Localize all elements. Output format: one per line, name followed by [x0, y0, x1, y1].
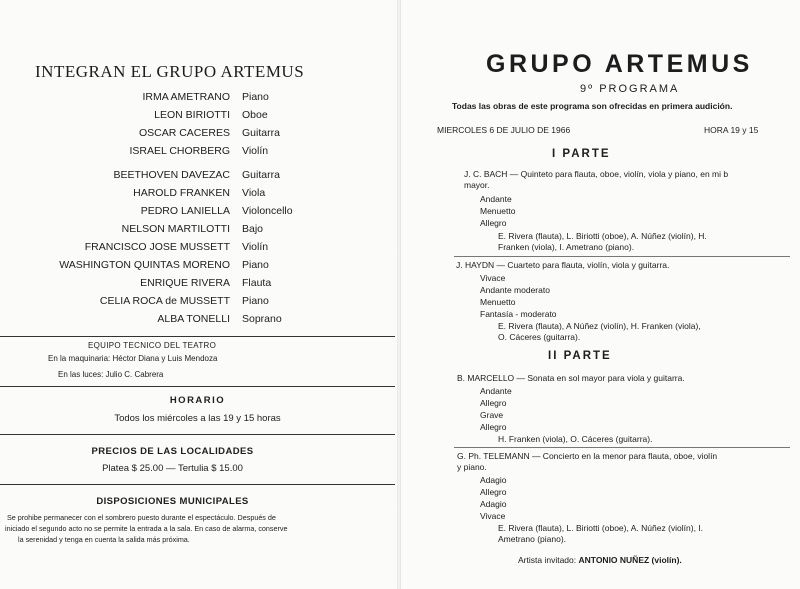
member-instrument: Bajo	[242, 223, 264, 235]
movement: Fantasía - moderato	[480, 309, 557, 319]
member-name: OSCAR CACERES	[138, 127, 230, 139]
concert-time: HORA 19 y 15	[704, 125, 759, 135]
member-name: CELIA ROCA de MUSSETT	[99, 295, 230, 307]
member-instrument: Oboe	[242, 109, 268, 121]
divider	[454, 447, 790, 448]
equipo-line: En la maquinaria: Héctor Diana y Luis Mendoza	[48, 354, 218, 363]
part-one-heading: I PARTE	[552, 148, 611, 160]
member-instrument: Piano	[242, 295, 269, 307]
work-title: J. C. BACH — Quinteto para flauta, oboe, violín, viola y piano, en mi b	[464, 169, 729, 179]
guest-artist-label: Artista invitado:	[518, 555, 577, 565]
premiere-note: Todas las obras de este programa son ofrecidas en primera audición.	[452, 101, 733, 111]
precios-text: Platea $ 25.00 — Tertulia $ 15.00	[102, 463, 243, 474]
performers: E. Rivera (flauta), A Núñez (violín), H. Franken (viola),	[498, 321, 701, 331]
performers: E. Rivera (flauta), L. Biriotti (oboe), A. Núñez (violín), I.	[498, 523, 704, 533]
divider	[0, 434, 395, 435]
member-instrument: Piano	[242, 259, 269, 271]
movement: Andante moderato	[480, 285, 550, 295]
precios-title: PRECIOS DE LAS LOCALIDADES	[91, 446, 254, 457]
guest-artist-name: ANTONIO NUÑEZ (violín).	[578, 555, 682, 565]
member-name: ENRIQUE RIVERA	[140, 277, 230, 289]
movement: Grave	[480, 410, 504, 420]
member-instrument: Soprano	[242, 313, 282, 325]
concert-date: MIERCOLES 6 DE JULIO DE 1966	[437, 125, 571, 135]
member-name: IRMA AMETRANO	[142, 91, 230, 103]
member-instrument: Violín	[242, 145, 269, 157]
movement: Adagio	[480, 475, 507, 485]
right-page	[402, 0, 800, 589]
performers: O. Cáceres (guitarra).	[498, 332, 581, 342]
disposiciones-line: la serenidad y tenga en cuenta la salida más próxima.	[18, 535, 190, 544]
member-name: FRANCISCO JOSE MUSSETT	[84, 241, 230, 253]
member-name: ALBA TONELLI	[157, 313, 230, 325]
work-title: y piano.	[457, 462, 487, 472]
divider	[0, 336, 395, 337]
program-title: GRUPO ARTEMUS	[486, 50, 753, 78]
member-name: ISRAEL CHORBERG	[129, 145, 230, 157]
guest-artist	[518, 555, 682, 565]
equipo-line: En las luces: Julio C. Cabrera	[58, 370, 164, 379]
performers: E. Rivera (flauta), L. Biriotti (oboe), A. Núñez (violín), H.	[498, 231, 707, 241]
movement: Andante	[480, 194, 512, 204]
member-instrument: Violoncello	[242, 205, 293, 217]
movement: Andante	[480, 386, 512, 396]
horario-text: Todos los miércoles a las 19 y 15 horas	[114, 413, 281, 424]
movement: Menuetto	[480, 297, 516, 307]
member-instrument: Guitarra	[242, 169, 280, 181]
movement: Allegro	[480, 487, 507, 497]
movement: Vivace	[480, 273, 506, 283]
member-name: NELSON MARTILOTTI	[121, 223, 230, 235]
program-number: 9º PROGRAMA	[580, 83, 680, 95]
movement: Allegro	[480, 422, 507, 432]
divider	[454, 256, 790, 257]
divider	[0, 484, 395, 485]
member-name: BEETHOVEN DAVEZAC	[113, 169, 230, 181]
member-name: PEDRO LANIELLA	[140, 205, 230, 217]
member-name: LEON BIRIOTTI	[154, 109, 230, 121]
movement: Adagio	[480, 499, 507, 509]
movement: Allegro	[480, 398, 507, 408]
left-page	[0, 0, 395, 589]
performers: Ametrano (piano).	[498, 534, 567, 544]
movement: Allegro	[480, 218, 507, 228]
member-instrument: Guitarra	[242, 127, 280, 139]
horario-title: HORARIO	[169, 395, 226, 406]
member-name: HAROLD FRANKEN	[133, 187, 230, 199]
performers: H. Franken (viola), O. Cáceres (guitarra).	[498, 434, 653, 444]
member-instrument: Violín	[242, 241, 269, 253]
disposiciones-line: Se prohibe permanecer con el sombrero puesto durante el espectáculo. Después de	[7, 513, 276, 522]
member-instrument: Piano	[242, 91, 269, 103]
members-heading: INTEGRAN EL GRUPO ARTEMUS	[35, 62, 305, 81]
performers: Franken (viola), I. Ametrano (piano).	[498, 242, 635, 252]
work-title: G. Ph. TELEMANN — Concierto en la menor para flauta, oboe, violín	[457, 451, 718, 461]
work-title: B. MARCELLO — Sonata en sol mayor para viola y guitarra.	[457, 373, 685, 383]
divider	[0, 386, 395, 387]
member-instrument: Viola	[242, 187, 266, 199]
work-title: mayor.	[464, 180, 490, 190]
movement: Menuetto	[480, 206, 516, 216]
member-instrument: Flauta	[242, 277, 272, 289]
part-two-heading: II PARTE	[548, 350, 612, 362]
work-title: J. HAYDN — Cuarteto para flauta, violín, viola y guitarra.	[456, 260, 670, 270]
disposiciones-title: DISPOSICIONES MUNICIPALES	[96, 496, 249, 507]
movement: Vivace	[480, 511, 506, 521]
page-fold	[397, 0, 401, 589]
equipo-title: EQUIPO TECNICO DEL TEATRO	[88, 341, 217, 350]
disposiciones-line: iniciado el segundo acto no se permite la entrada a la sala. En caso de alarma, conserve	[5, 524, 288, 533]
member-name: WASHINGTON QUINTAS MORENO	[59, 259, 230, 271]
